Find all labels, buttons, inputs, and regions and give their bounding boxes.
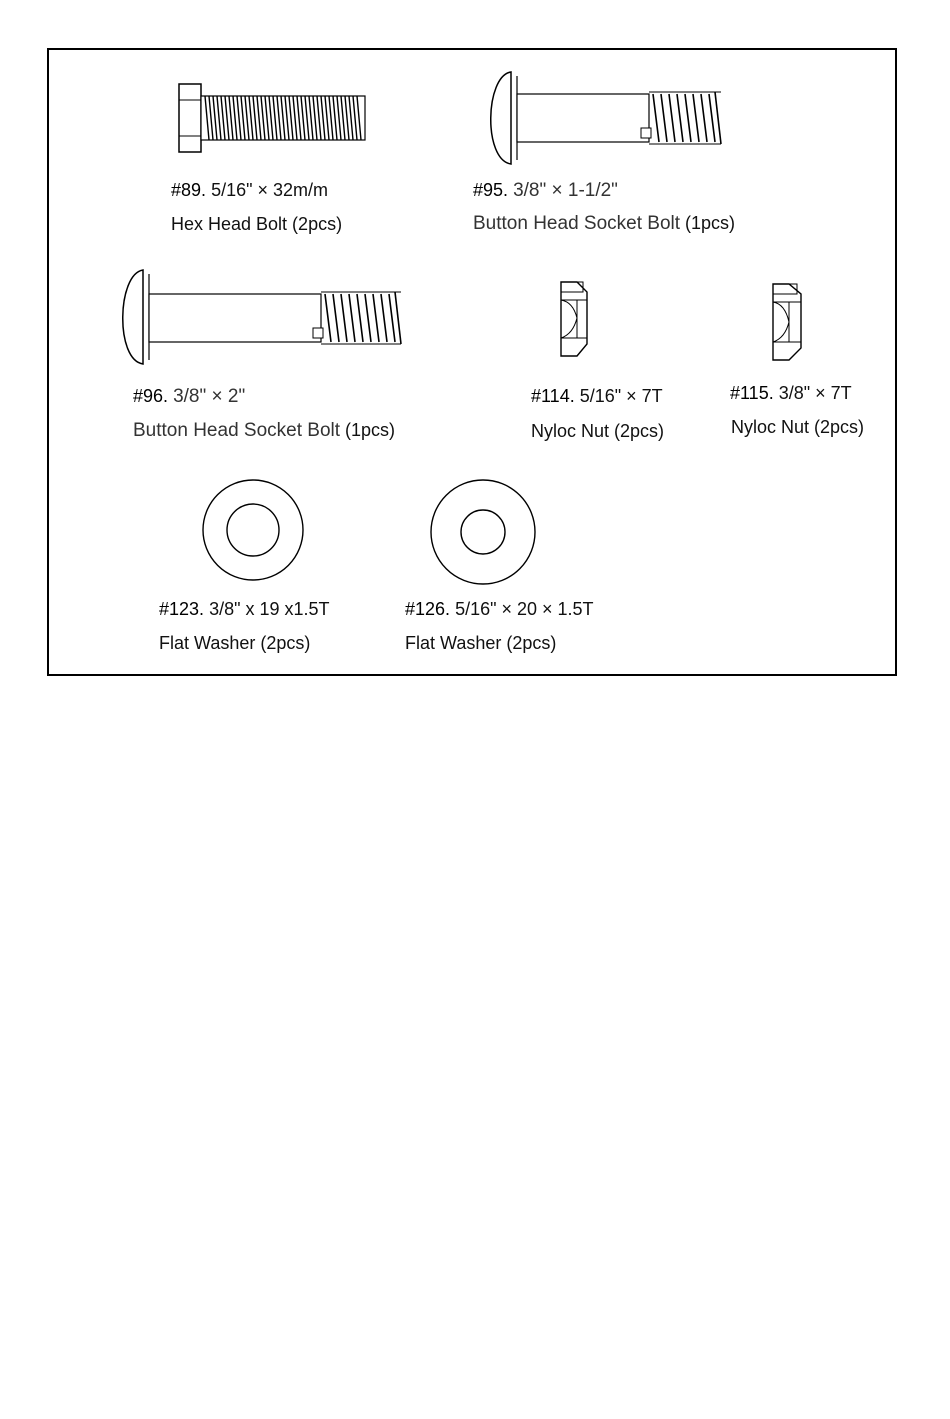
hardware-parts-panel	[47, 48, 897, 676]
hex-bolt-icon	[177, 82, 377, 157]
nyloc-nut-icon	[559, 278, 599, 360]
flat-washer-icon	[201, 478, 305, 582]
button-bolt-icon	[479, 70, 729, 170]
part-89-spec: #89. 5/16" × 32m/m	[171, 180, 329, 200]
part-126-spec: #126. 5/16" × 20 × 1.5T	[405, 599, 594, 619]
part-114-spec: #114. 5/16" × 7T	[531, 386, 663, 406]
part-96-name: Button Head Socket Bolt (1pcs)	[133, 420, 396, 441]
part-126-name: Flat Washer (2pcs)	[405, 633, 557, 653]
part-114-name: Nyloc Nut (2pcs)	[531, 421, 665, 441]
part-115-spec: #115. 3/8" × 7T	[730, 383, 852, 403]
part-123-spec: #123. 3/8" x 19 x1.5T	[159, 599, 330, 619]
part-95-name: Button Head Socket Bolt (1pcs)	[473, 213, 736, 234]
flat-washer-icon	[429, 478, 537, 586]
button-bolt-icon	[111, 268, 411, 368]
part-95-spec: #95. 3/8" × 1-1/2"	[473, 180, 618, 201]
part-115-name: Nyloc Nut (2pcs)	[731, 417, 865, 437]
part-89-name: Hex Head Bolt (2pcs)	[171, 214, 343, 234]
part-96-spec: #96. 3/8" × 2"	[133, 386, 246, 407]
part-123-name: Flat Washer (2pcs)	[159, 633, 311, 653]
nyloc-nut-icon	[771, 280, 811, 364]
